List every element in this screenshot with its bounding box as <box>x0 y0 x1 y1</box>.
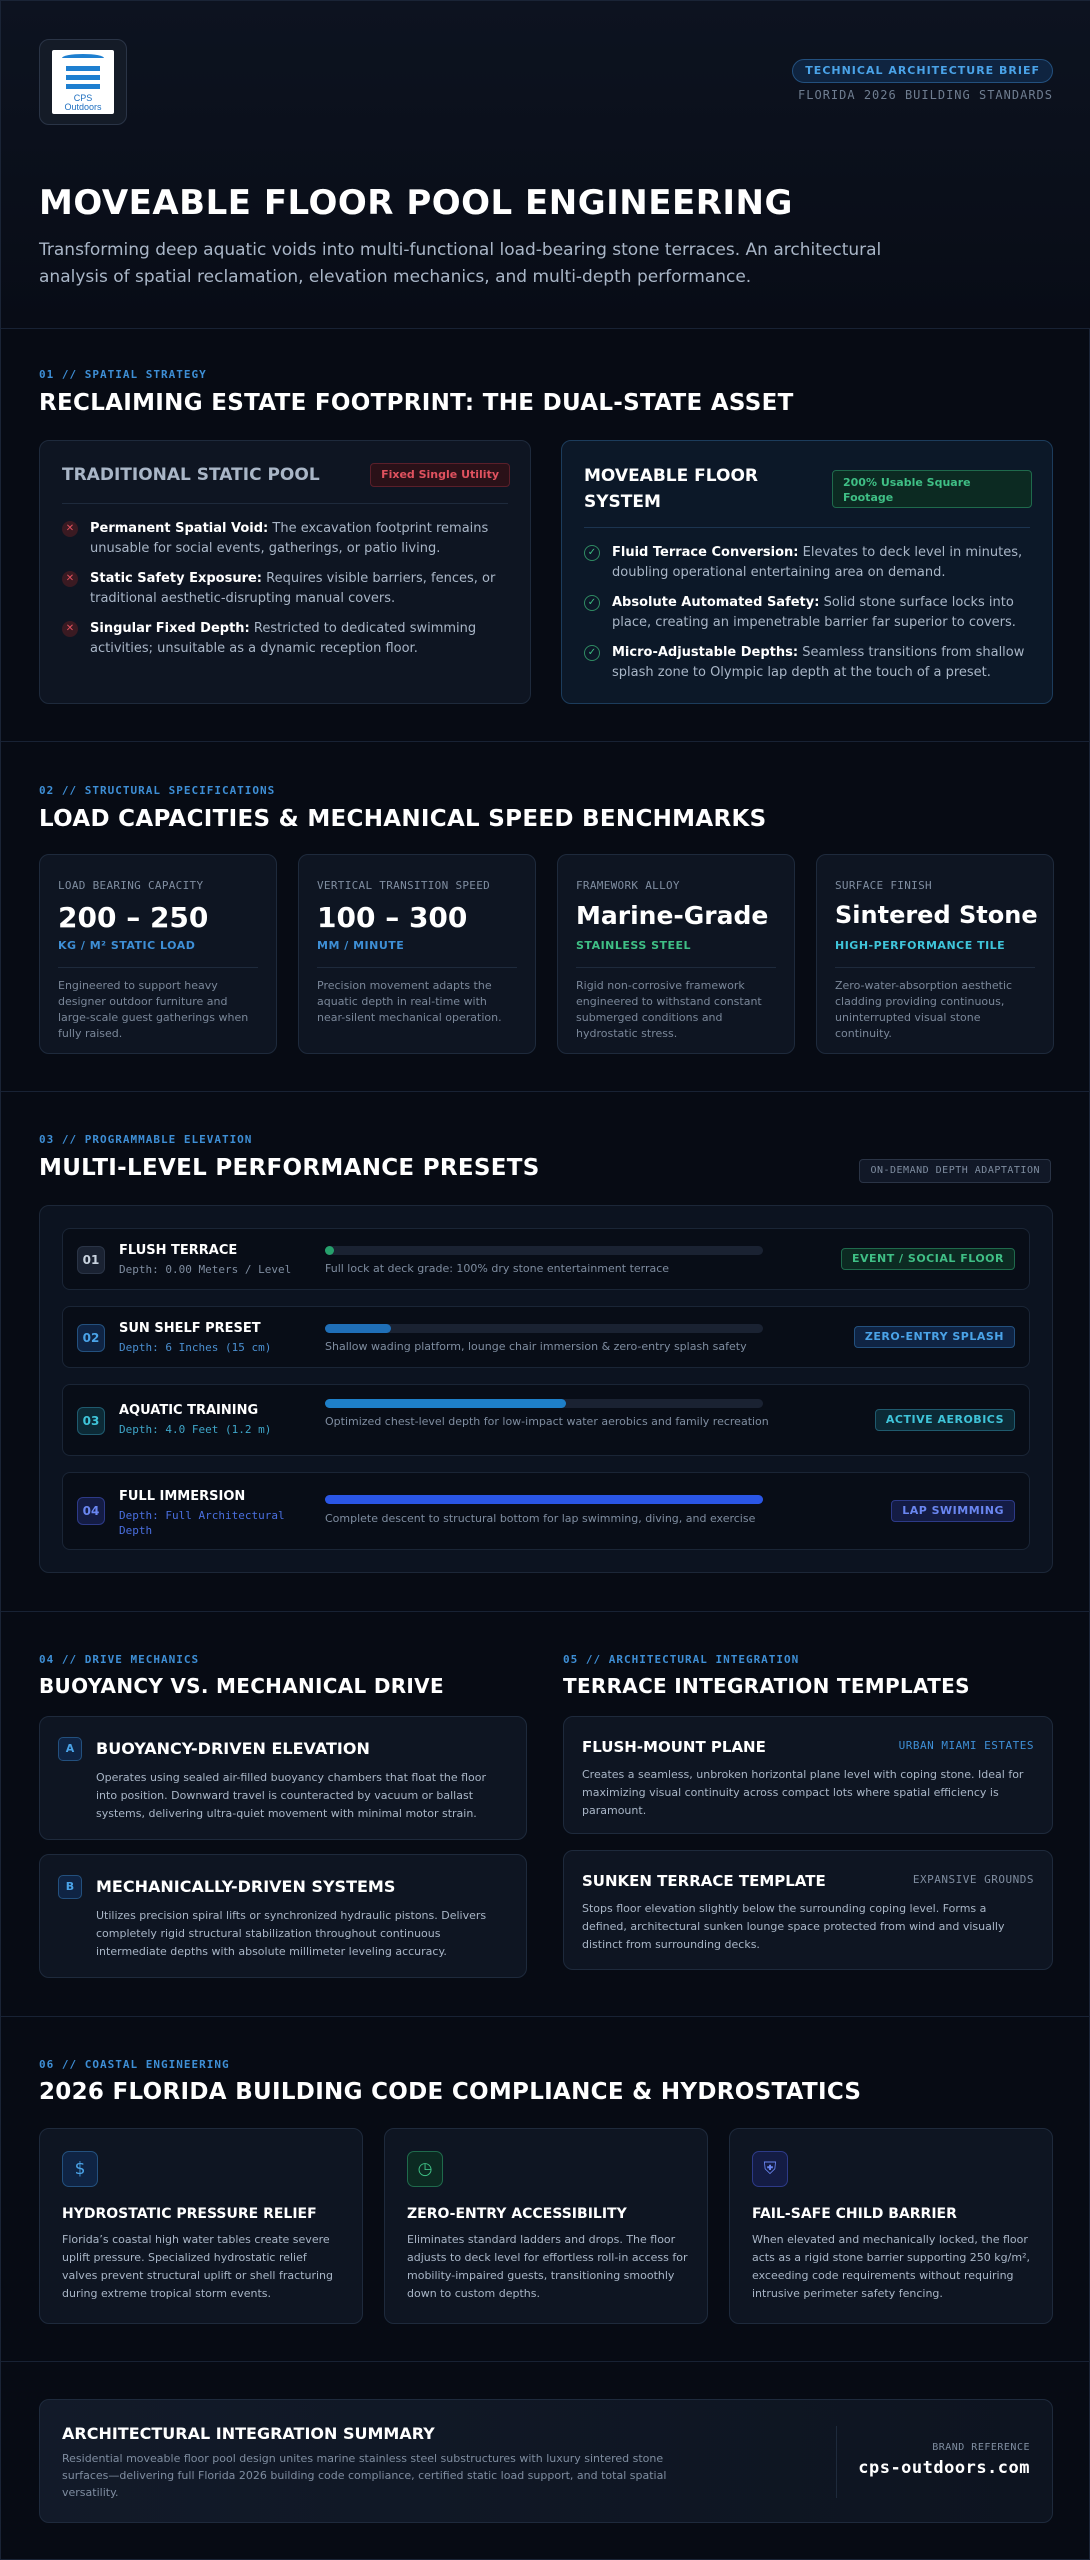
section-label: 05 // ARCHITECTURAL INTEGRATION <box>563 1653 800 1666</box>
preset-depth: Depth: 0.00 Meters / Level <box>119 1263 292 1276</box>
spec-value: 100 – 300 <box>317 901 468 934</box>
preset-title: FLUSH TERRACE <box>119 1243 238 1258</box>
card-description: Creates a seamless, unbroken horizontal plane level with coping stone. Ideal for maximizing visual continuity across compact lots where spatial efficiency is paramount. <box>582 1768 1024 1817</box>
divider <box>317 967 517 968</box>
preset-badge: LAP SWIMMING <box>891 1500 1015 1522</box>
divider <box>835 967 1035 968</box>
spec-label: SURFACE FINISH <box>835 879 932 892</box>
section-title: 2026 FLORIDA BUILDING CODE COMPLIANCE & HYDROSTATICS <box>39 2079 862 2105</box>
card-title: SUNKEN TERRACE TEMPLATE <box>582 1872 826 1890</box>
template-card-sunken <box>563 1850 1053 1970</box>
card-tag: URBAN MIAMI ESTATES <box>898 1739 1034 1752</box>
logo-bar <box>66 66 100 71</box>
summary-description: Residential moveable floor pool design unites marine stainless steel substructures with luxury sintered stone surfaces—delivering full Florida 2026 building code compliance, certified static load support, and total spatial versatility. <box>62 2452 667 2499</box>
list-item-text: Static Safety Exposure: Requires visible barriers, fences, or traditional aesthetic-disrupting manual covers. <box>90 571 496 606</box>
preset-badge: EVENT / SOCIAL FLOOR <box>841 1248 1015 1270</box>
option-letter: B <box>58 1875 82 1899</box>
drive-card-mechanical <box>39 1854 527 1978</box>
section-title: RECLAIMING ESTATE FOOTPRINT: THE DUAL-STATE ASSET <box>39 390 794 416</box>
section-title: TERRACE INTEGRATION TEMPLATES <box>563 1674 970 1698</box>
preset-depth: Depth: Full Architectural Depth <box>119 1509 285 1537</box>
card-title: BUOYANCY-DRIVEN ELEVATION <box>96 1739 370 1758</box>
card-title: FAIL-SAFE CHILD BARRIER <box>752 2206 957 2222</box>
clock-icon: ◷ <box>407 2151 443 2187</box>
template-card-flush <box>563 1716 1053 1834</box>
preset-description: Complete descent to structural bottom for lap swimming, diving, and exercise <box>325 1512 756 1525</box>
card-description: Florida’s coastal high water tables create severe uplift pressure. Specialized hydrostatic relief valves prevent structural uplift or shell fracturing during extreme tropical storm events. <box>62 2233 333 2300</box>
spec-description: Rigid non-corrosive framework engineered to withstand constant submerged conditions and hydrostatic stress. <box>576 979 762 1040</box>
card-title: MOVEABLE FLOOR SYSTEM <box>584 466 758 512</box>
card-description: When elevated and mechanically locked, the floor acts as a rigid stone barrier supporting 250 kg/m², exceeding code requirements without requiring intrusive perimeter safety fencing. <box>752 2233 1030 2300</box>
spec-label: LOAD BEARING CAPACITY <box>58 879 204 892</box>
wave-icon <box>62 54 104 62</box>
check-icon: ✓ <box>584 595 600 611</box>
moveable-floor-card <box>561 440 1053 704</box>
header <box>1 1 1090 329</box>
option-letter: A <box>58 1737 82 1761</box>
compliance-card-accessibility <box>384 2128 708 2324</box>
preset-depth: Depth: 6 Inches (15 cm) <box>119 1341 272 1354</box>
preset-badge: ACTIVE AEROBICS <box>875 1409 1015 1431</box>
section-label: 04 // DRIVE MECHANICS <box>39 1653 200 1666</box>
section-divider <box>1 741 1090 742</box>
section-label: 02 // STRUCTURAL SPECIFICATIONS <box>39 784 276 797</box>
list-item-text: Absolute Automated Safety: Solid stone surface locks into place, creating an impenetrable barrier far superior to covers. <box>612 595 1016 630</box>
summary-title: ARCHITECTURAL INTEGRATION SUMMARY <box>62 2424 435 2443</box>
divider <box>62 503 508 504</box>
preset-number: 04 <box>77 1497 105 1525</box>
section-divider <box>1 1611 1090 1612</box>
list-item <box>584 543 1030 583</box>
preset-description: Shallow wading platform, lounge chair immersion & zero-entry splash safety <box>325 1340 747 1353</box>
preset-row-flush[interactable] <box>62 1228 1030 1290</box>
spec-description: Engineered to support heavy designer outdoor furniture and large-scale guest gatherings when fully raised. <box>58 979 249 1040</box>
depth-fill <box>325 1246 334 1255</box>
close-icon: ✕ <box>62 621 78 637</box>
card-description: Utilizes precision spiral lifts or synchronized hydraulic pistons. Delivers completely rigid structural stabilization throughout continuous intermediate depths with absolute millimeter leveling accuracy. <box>96 1909 487 1958</box>
list-item <box>62 619 508 659</box>
spec-label: FRAMEWORK ALLOY <box>576 879 680 892</box>
header-subtitle: FLORIDA 2026 BUILDING STANDARDS <box>798 88 1053 102</box>
list-item <box>584 593 1030 633</box>
section-title: LOAD CAPACITIES & MECHANICAL SPEED BENCHMARKS <box>39 806 767 832</box>
divider <box>576 967 776 968</box>
logo-text: Outdoors <box>64 102 102 112</box>
brand-link[interactable]: cps-outdoors.com <box>858 2458 1030 2478</box>
preset-title: SUN SHELF PRESET <box>119 1321 261 1336</box>
section-divider <box>1 2361 1090 2362</box>
card-tag: EXPANSIVE GROUNDS <box>912 1873 1034 1886</box>
close-icon: ✕ <box>62 571 78 587</box>
spec-unit: KG / M² STATIC LOAD <box>58 939 196 952</box>
preset-number: 03 <box>77 1407 105 1435</box>
spec-value: Marine-Grade <box>576 901 769 930</box>
logo-mark <box>52 50 114 114</box>
preset-row-full-immersion[interactable] <box>62 1472 1030 1550</box>
check-icon: ✓ <box>584 545 600 561</box>
depth-fill <box>325 1399 566 1408</box>
brand-logo[interactable] <box>39 39 127 125</box>
divider <box>58 967 258 968</box>
list-item <box>584 643 1030 683</box>
preset-title: FULL IMMERSION <box>119 1489 246 1504</box>
list-item-text: Fluid Terrace Conversion: Elevates to deck level in minutes, doubling operational entertaining area on demand. <box>612 545 1023 580</box>
preset-depth: Depth: 4.0 Feet (1.2 m) <box>119 1423 272 1436</box>
preset-number: 01 <box>77 1246 105 1274</box>
logo-bar <box>66 75 100 80</box>
preset-description: Optimized chest-level depth for low-impact water aerobics and family recreation <box>325 1415 769 1428</box>
card-title: ZERO-ENTRY ACCESSIBILITY <box>407 2206 627 2222</box>
list-item-text: Singular Fixed Depth: Restricted to dedicated swimming activities; unsuitable as a dynamic reception floor. <box>90 621 477 656</box>
list-item <box>62 569 508 609</box>
divider <box>584 527 1030 528</box>
spec-value: Sintered Stone <box>835 901 1038 929</box>
preset-title: AQUATIC TRAINING <box>119 1403 259 1418</box>
spec-unit: HIGH-PERFORMANCE TILE <box>835 939 1006 952</box>
preset-panel <box>39 1205 1053 1573</box>
depth-track <box>325 1324 763 1333</box>
brief-badge: TECHNICAL ARCHITECTURE BRIEF <box>792 59 1053 83</box>
spec-description: Precision movement adapts the aquatic depth in real-time with near-silent mechanical operation. <box>317 979 502 1024</box>
depth-fill <box>325 1495 763 1504</box>
compliance-card-barrier <box>729 2128 1053 2324</box>
card-description: Operates using sealed air-filled buoyancy chambers that float the floor into position. Downward travel is counteracted by vacuum or ballast systems, delivering ultra-quiet movement with minimal motor strain. <box>96 1771 487 1820</box>
spec-unit: MM / MINUTE <box>317 939 405 952</box>
list-item <box>62 519 508 559</box>
check-icon: ✓ <box>584 645 600 661</box>
spec-card-load <box>39 854 277 1054</box>
spec-description: Zero-water-absorption aesthetic cladding providing continuous, uninterrupted visual stone continuity. <box>835 979 1013 1040</box>
depth-fill <box>325 1324 391 1333</box>
close-icon: ✕ <box>62 521 78 537</box>
section-label: 03 // PROGRAMMABLE ELEVATION <box>39 1133 253 1146</box>
status-badge: Fixed Single Utility <box>370 463 510 487</box>
card-description: Stops floor elevation slightly below the surrounding coping level. Forms a defined, architectural sunken lounge space protected from wind and visually distinct from surrounding decks. <box>582 1902 1005 1951</box>
card-description: Eliminates standard ladders and drops. The floor adjusts to deck level for effortless roll-in access for mobility-impaired guests, transitioning smoothly down to custom depths. <box>407 2233 688 2300</box>
card-title: MECHANICALLY-DRIVEN SYSTEMS <box>96 1877 396 1896</box>
depth-track <box>325 1399 763 1408</box>
logo-text: CPS <box>73 93 93 103</box>
spec-card-speed <box>298 854 536 1054</box>
preset-badge: ZERO-ENTRY SPLASH <box>854 1326 1015 1348</box>
logo-bar <box>66 84 100 89</box>
card-title: HYDROSTATIC PRESSURE RELIEF <box>62 2206 317 2222</box>
traditional-pool-card <box>39 440 531 704</box>
page-lead: Transforming deep aquatic voids into multi-functional load-bearing stone terraces. An architectural analysis of spatial reclamation, elevation mechanics, and multi-depth performance. <box>39 240 882 287</box>
section-title: MULTI-LEVEL PERFORMANCE PRESETS <box>39 1155 540 1181</box>
divider <box>836 2426 837 2498</box>
preset-description: Full lock at deck grade: 100% dry stone entertainment terrace <box>325 1262 670 1275</box>
spec-value: 200 – 250 <box>58 901 209 934</box>
card-title: FLUSH-MOUNT PLANE <box>582 1738 766 1756</box>
summary-card <box>39 2399 1053 2523</box>
section-divider <box>1 1091 1090 1092</box>
depth-track <box>325 1246 763 1255</box>
brand-label: BRAND REFERENCE <box>932 2442 1030 2453</box>
spec-label: VERTICAL TRANSITION SPEED <box>317 879 491 892</box>
depth-tag: ON-DEMAND DEPTH ADAPTATION <box>859 1159 1051 1183</box>
section-label: 01 // SPATIAL STRATEGY <box>39 368 207 381</box>
spec-card-alloy <box>557 854 795 1054</box>
preset-row-aquatic-training[interactable] <box>62 1384 1030 1456</box>
compliance-card-hydrostatic <box>39 2128 363 2324</box>
spec-unit: STAINLESS STEEL <box>576 939 692 952</box>
section-title: BUOYANCY VS. MECHANICAL DRIVE <box>39 1674 444 1698</box>
spec-card-surface <box>816 854 1054 1054</box>
status-badge: 200% Usable Square Footage <box>832 470 1032 508</box>
shield-icon: ⛨ <box>752 2151 788 2187</box>
list-item-text: Permanent Spatial Void: The excavation footprint remains unusable for social events, gatherings, or patio living. <box>90 521 489 556</box>
preset-row-sun-shelf[interactable] <box>62 1306 1030 1368</box>
page-title: MOVEABLE FLOOR POOL ENGINEERING <box>39 183 793 223</box>
card-title: TRADITIONAL STATIC POOL <box>62 465 320 485</box>
section-label: 06 // COASTAL ENGINEERING <box>39 2058 230 2071</box>
list-item-text: Micro-Adjustable Depths: Seamless transitions from shallow splash zone to Olympic lap depth at the touch of a preset. <box>612 645 1025 680</box>
drive-card-buoyancy <box>39 1716 527 1840</box>
section-divider <box>1 2016 1090 2017</box>
preset-number: 02 <box>77 1324 105 1352</box>
depth-track <box>325 1495 763 1504</box>
dollar-icon: $ <box>62 2151 98 2187</box>
